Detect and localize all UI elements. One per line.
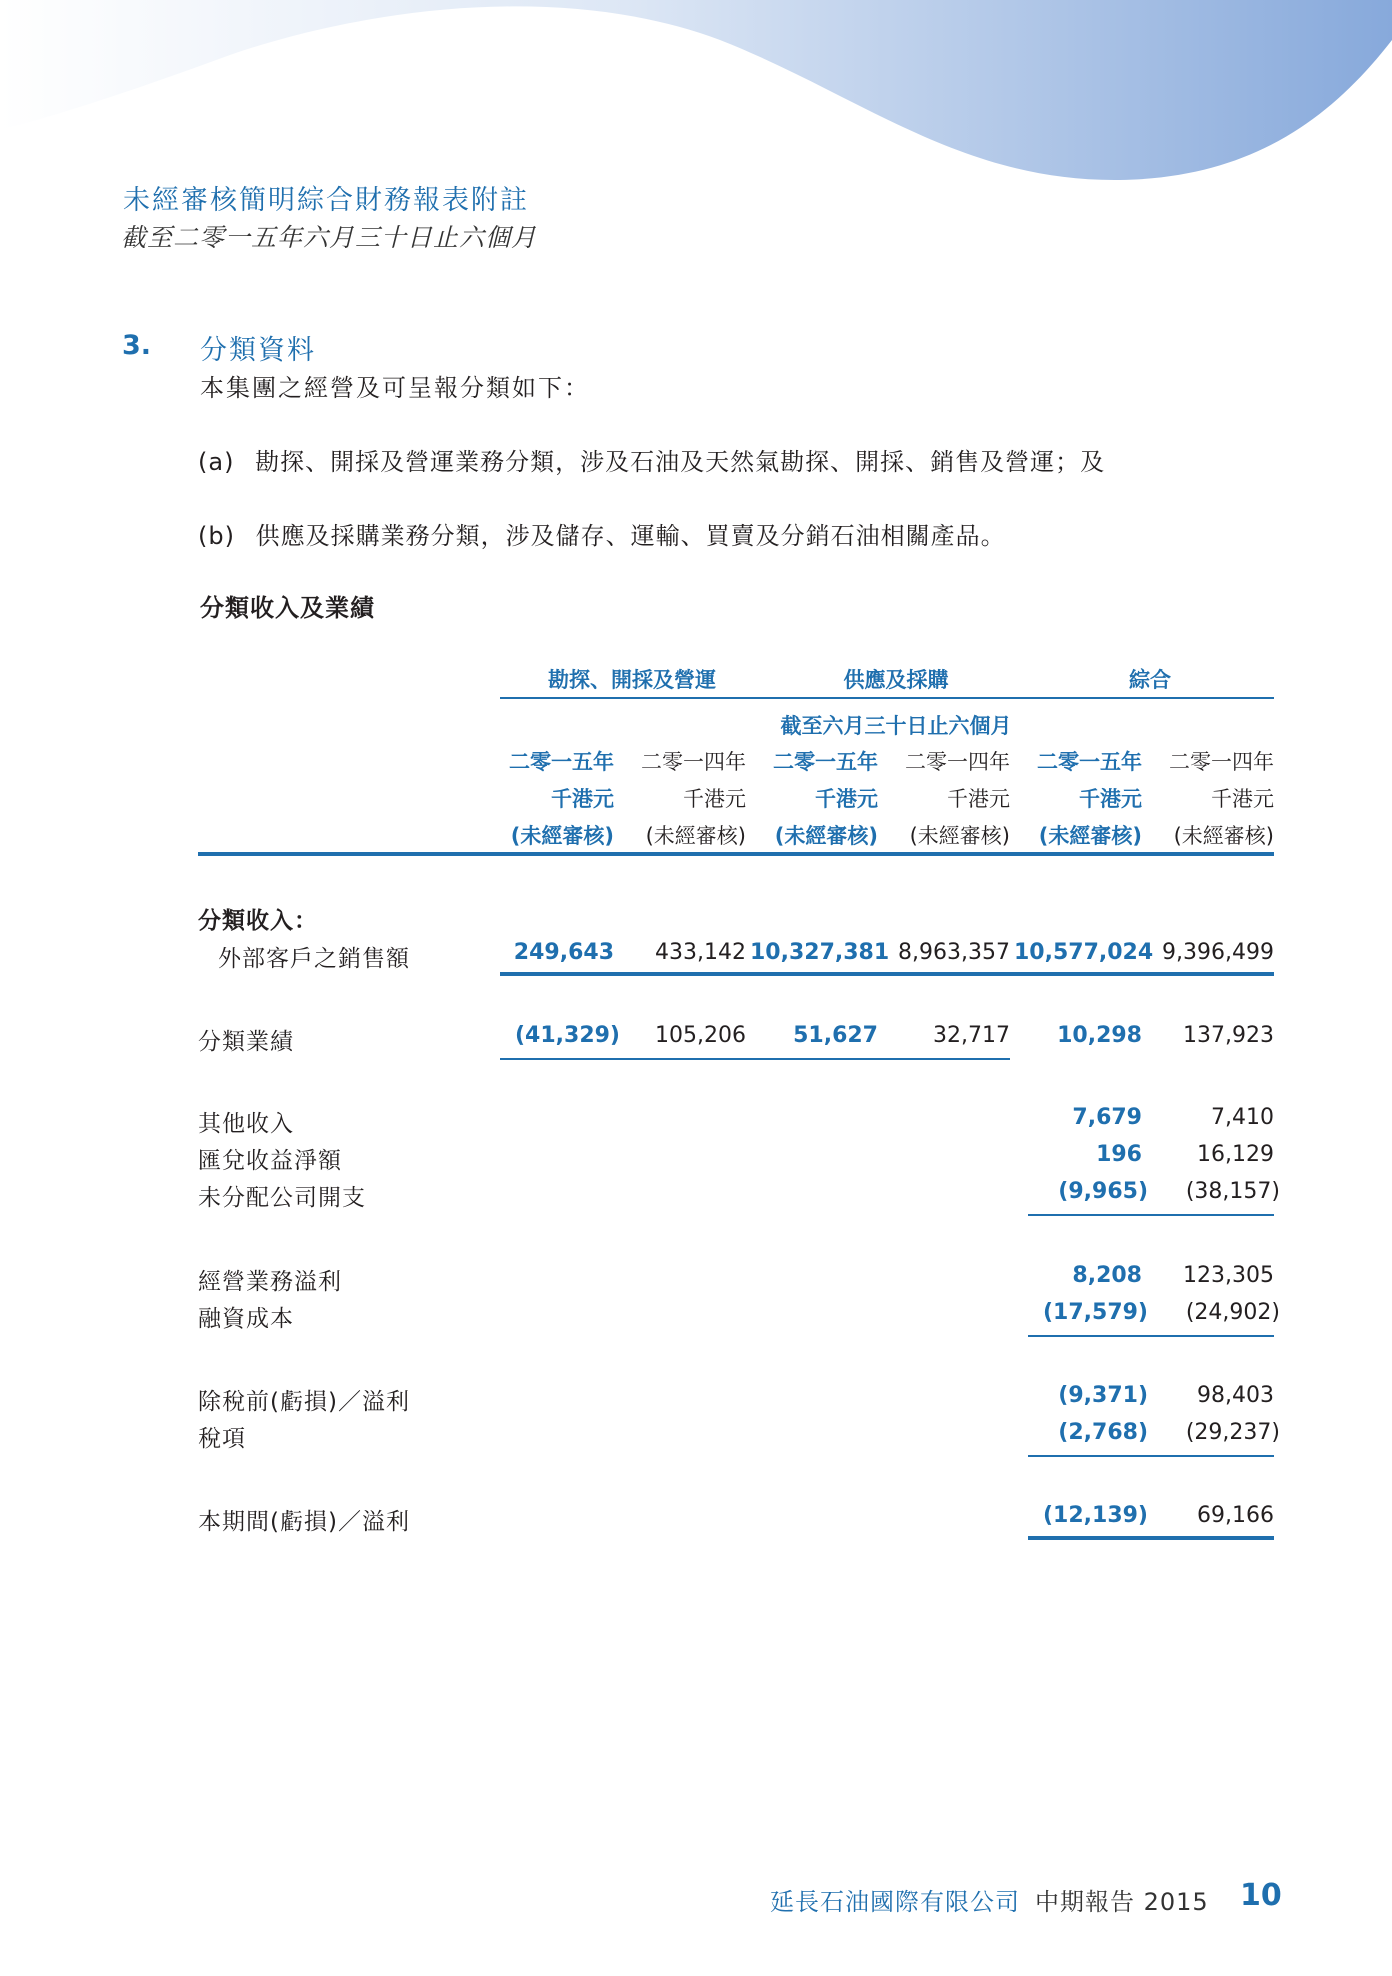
table-cell: 123,305 (1183, 1263, 1274, 1288)
table-title: 分類收入及業績 (200, 594, 375, 622)
page-number: 10 (1240, 1878, 1282, 1913)
table-cell: 8,963,357 (898, 940, 1010, 965)
row-label-fx-gain: 匯兌收益淨額 (198, 1148, 342, 1174)
column-unit-header: 千港元 (815, 787, 878, 811)
list-text: 供應及採購業務分類，涉及儲存、運輸、買賣及分銷石油相關產品。 (255, 522, 1006, 550)
section-title: 分類資料 (200, 335, 316, 366)
table-cell: (9,371) (1058, 1383, 1148, 1408)
footer-company: 延長石油國際有限公司 (770, 1888, 1020, 1916)
table-cell: 196 (1096, 1142, 1142, 1167)
group-header-exploration: 勘探、開採及營運 (548, 668, 716, 692)
row-label-finance-costs: 融資成本 (198, 1306, 294, 1332)
column-unit-header: 千港元 (947, 787, 1010, 811)
unallocated-rule (1028, 1214, 1274, 1216)
period-header: 截至六月三十日止六個月 (780, 714, 1012, 738)
list-marker: (a) (198, 448, 235, 476)
column-audit-header: (未經審核) (909, 824, 1010, 848)
group-header-rule (500, 697, 1274, 699)
row-label-period-result: 本期間(虧損)／溢利 (198, 1509, 410, 1535)
row-label-tax: 稅項 (198, 1426, 246, 1452)
row-label-operating-profit: 經營業務溢利 (198, 1269, 342, 1295)
table-cell: (24,902) (1185, 1300, 1280, 1325)
page-header-title: 未經審核簡明綜合財務報表附註 (123, 185, 529, 216)
table-cell: 16,129 (1197, 1142, 1274, 1167)
finance-costs-rule (1028, 1335, 1274, 1337)
table-cell: 8,208 (1072, 1263, 1142, 1288)
tax-rule (1028, 1455, 1274, 1457)
section-intro: 本集團之經營及可呈報分類如下： (200, 374, 590, 402)
table-cell: 10,577,024 (1014, 940, 1154, 965)
list-item-a (198, 442, 1105, 477)
column-audit-header: (未經審核) (645, 824, 746, 848)
table-cell: 7,410 (1211, 1105, 1274, 1130)
table-cell: 105,206 (655, 1023, 746, 1048)
column-year-header: 二零一五年 (1037, 750, 1142, 774)
column-audit-header: (未經審核) (1038, 824, 1142, 848)
group-header-supply: 供應及採購 (843, 668, 949, 692)
column-audit-header: (未經審核) (774, 824, 878, 848)
row-label-other-income: 其他收入 (198, 1111, 294, 1137)
column-unit-header: 千港元 (1211, 787, 1274, 811)
table-cell: 32,717 (933, 1023, 1010, 1048)
table-cell: (2,768) (1058, 1420, 1148, 1445)
table-cell: (29,237) (1185, 1420, 1280, 1445)
segment-revenue-label: 分類收入： (198, 908, 318, 934)
row-label-pre-tax: 除稅前(虧損)／溢利 (198, 1389, 410, 1415)
page-header-subtitle: 截至二零一五年六月三十日止六個月 (121, 223, 538, 252)
column-year-header: 二零一五年 (509, 750, 614, 774)
header-bottom-rule (198, 852, 1274, 856)
group-header-consolidated: 綜合 (1129, 668, 1171, 692)
section-number: 3. (122, 330, 152, 361)
column-year-header: 二零一四年 (1169, 750, 1274, 774)
table-cell: 10,298 (1057, 1023, 1142, 1048)
table-cell: 137,923 (1183, 1023, 1274, 1048)
column-unit-header: 千港元 (683, 787, 746, 811)
column-year-header: 二零一五年 (773, 750, 878, 774)
row-label-external-sales: 外部客戶之銷售額 (218, 946, 410, 972)
row-label-segment-results: 分類業績 (198, 1029, 294, 1055)
list-text: 勘探、開採及營運業務分類，涉及石油及天然氣勘探、開採、銷售及營運；及 (255, 448, 1106, 476)
table-cell: (38,157) (1185, 1179, 1280, 1204)
segment-results-rule (500, 1058, 1010, 1060)
external-sales-rule (500, 972, 1274, 976)
column-unit-header: 千港元 (551, 787, 614, 811)
table-cell: 10,327,381 (750, 940, 890, 965)
list-item-b (198, 516, 1006, 551)
period-result-rule (1028, 1536, 1274, 1540)
table-cell: 51,627 (793, 1023, 878, 1048)
table-cell: (9,965) (1058, 1179, 1148, 1204)
column-year-header: 二零一四年 (905, 750, 1010, 774)
footer-report: 中期報告 2015 (1035, 1888, 1209, 1916)
table-cell: (41,329) (514, 1023, 620, 1048)
table-cell: (12,139) (1042, 1503, 1148, 1528)
table-cell: 9,396,499 (1162, 940, 1274, 965)
table-cell: 98,403 (1197, 1383, 1274, 1408)
table-cell: (17,579) (1042, 1300, 1148, 1325)
table-cell: 7,679 (1072, 1105, 1142, 1130)
column-audit-header: (未經審核) (1173, 824, 1274, 848)
table-cell: 433,142 (655, 940, 746, 965)
column-year-header: 二零一四年 (641, 750, 746, 774)
list-marker: (b) (198, 522, 235, 550)
background-wave (0, 0, 1392, 200)
table-cell: 249,643 (513, 940, 614, 965)
table-cell: 69,166 (1197, 1503, 1274, 1528)
column-audit-header: (未經審核) (510, 824, 614, 848)
column-unit-header: 千港元 (1079, 787, 1142, 811)
row-label-unallocated: 未分配公司開支 (198, 1185, 366, 1211)
